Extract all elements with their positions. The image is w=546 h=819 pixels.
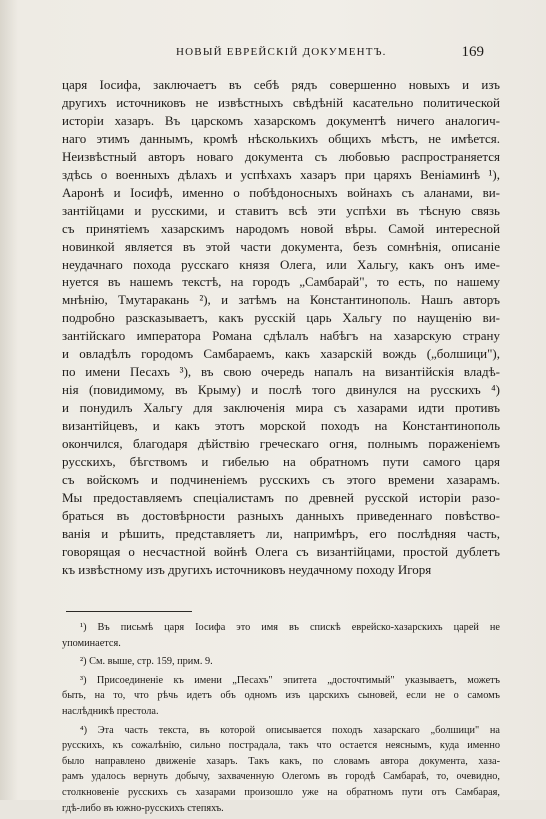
- page-header: [60, 44, 484, 66]
- footnote-line: ¹) Въ письмѣ царя Іосифа это имя въ спискѣ еврейско-хазарскихъ царей не: [80, 622, 500, 633]
- text-line: исторіи хазаръ. Въ царскомъ хазарскомъ документѣ ничего аналогич-: [62, 112, 500, 128]
- footnote-line: было направлено движеніе хазаръ. Такъ какъ, по словамъ автора документа, хаза-: [62, 755, 500, 767]
- footnote-line: ³) Присоединеніе къ имени „Песахъ" эпитета „досточтимый" указываетъ, можетъ: [80, 674, 500, 686]
- page-number: 169: [461, 44, 484, 60]
- text-line: нія (повидимому, въ Крыму) и послѣ того двинулся на русскихъ ⁴): [62, 382, 500, 398]
- footnote-separator: [66, 611, 192, 612]
- text-line: говорящая о несчастной войнѣ Олега съ византійцами, простой дублетъ: [62, 543, 500, 559]
- text-line: здѣсь о военныхъ дѣлахъ и успѣхахъ хазаръ при царяхъ Веніаминѣ ¹),: [62, 166, 500, 182]
- text-line: русскихъ, бѣгствомъ и гибелью на обратномъ пути самого царя: [62, 454, 500, 470]
- footnote-line: ²) См. выше, стр. 159, прим. 9.: [80, 656, 213, 668]
- text-line: византійцевъ, и какъ этотъ морской походъ на Константинополь: [62, 418, 500, 434]
- footnote: [62, 723, 500, 817]
- text-line: Неизвѣстный авторъ новаго документа съ любовью распространяется: [62, 148, 500, 164]
- running-head: НОВЫЙ ЕВРЕЙСКІЙ ДОКУМЕНТЪ.: [176, 46, 387, 58]
- text-line: съ принятіемъ хазарскимъ народомъ новой вѣры. Самой интересной: [62, 220, 500, 236]
- footnote-line: столкновеніе русскихъ съ хазарами произошло уже на обратномъ пути отъ Самбарая,: [62, 786, 500, 798]
- footnote-line: рамъ удалось вернуть добычу, захваченную Олегомъ въ городѣ Самбараѣ, то, очевидно,: [62, 771, 500, 783]
- text-line: Мы предоставляемъ спеціалистамъ по древней русской исторіи разо-: [62, 489, 500, 505]
- footnote-line: быть, на то, что рѣчь идетъ объ одномъ изъ царскихъ сыновей, если не о самомъ: [62, 690, 500, 702]
- footnote-line: ⁴) Эта часть текста, въ которой описывается походъ хазарскаго „болшици" на: [80, 724, 500, 736]
- text-line: мнѣнію, Тмутаракань ²), и затѣмъ на Константинополь. Нашъ авторъ: [62, 292, 500, 308]
- text-line: къ извѣстному изъ другихъ источниковъ неудачному походу Игоря: [62, 561, 432, 577]
- footnote: [62, 673, 500, 720]
- footnote-line: русскихъ, къ сожалѣнію, сильно пострадала, такъ что остается неяснымъ, куда именно: [62, 740, 500, 752]
- text-line: нуется въ нашемъ текстѣ, на городъ „Самбарай", то есть, по нашему: [62, 274, 500, 290]
- text-line: неудачнаго похода русскаго князя Олега, или Хальгу, какъ онъ име-: [62, 256, 500, 272]
- text-line: по имени Песахъ ³), въ свою очередь напалъ на византійскія владѣ-: [62, 364, 500, 380]
- text-line: и овладѣлъ городомъ Самбараемъ, какъ хазарскій вождь („болшици"),: [62, 346, 500, 362]
- text-line: наго этимъ даннымъ, кромѣ нѣсколькихъ общихъ мѣстъ, не имѣется.: [62, 130, 500, 146]
- text-line: новинкой является въ этой части документа, безъ сомнѣнія, описаніе: [62, 238, 500, 254]
- text-line: подробно разсказываетъ, какъ русскій царь Хальгу по наущенію ви-: [62, 310, 500, 326]
- text-line: съ войскомъ и подчиненіемъ русскихъ съ этого времени хазарамъ.: [62, 471, 500, 487]
- text-line: зантійцами и русскими, и ставитъ всѣ эти успѣхи въ тѣсную связь: [62, 202, 500, 218]
- text-line: ванія и рѣшить, представляетъ ли, напримѣръ, его послѣдняя часть,: [62, 525, 500, 541]
- main-text: [62, 76, 500, 579]
- text-line: царя Іосифа, заключаетъ въ себѣ рядъ совершенно новыхъ и изъ: [62, 77, 500, 92]
- text-line: Ааронѣ и Іосифѣ, именно о побѣдоносныхъ войнахъ съ аланами, ви-: [62, 184, 500, 200]
- footnotes: [62, 620, 500, 819]
- footnote: [62, 654, 500, 670]
- footnote-line: наслѣдникѣ престола.: [62, 705, 159, 717]
- footnote-line: гдѣ-либо въ южно-русскихъ степяхъ.: [62, 802, 224, 814]
- text-line: другихъ источниковъ не извѣстныхъ свѣдѣній касательно политической: [62, 94, 500, 110]
- footnote-line: упоминается.: [62, 637, 121, 649]
- text-line: и понудилъ Хальгу для заключенія мира съ хазарами идти противъ: [62, 400, 500, 416]
- text-line: зантійскаго императора Романа сдѣлалъ набѣгъ на хазарскую страну: [62, 328, 500, 344]
- footnote: [62, 620, 500, 651]
- text-line: окончился, благодаря дѣйствію греческаго огня, полнымъ пораженіемъ: [62, 436, 500, 452]
- text-line: браться въ достовѣрности разныхъ данныхъ приведеннаго повѣство-: [62, 507, 500, 523]
